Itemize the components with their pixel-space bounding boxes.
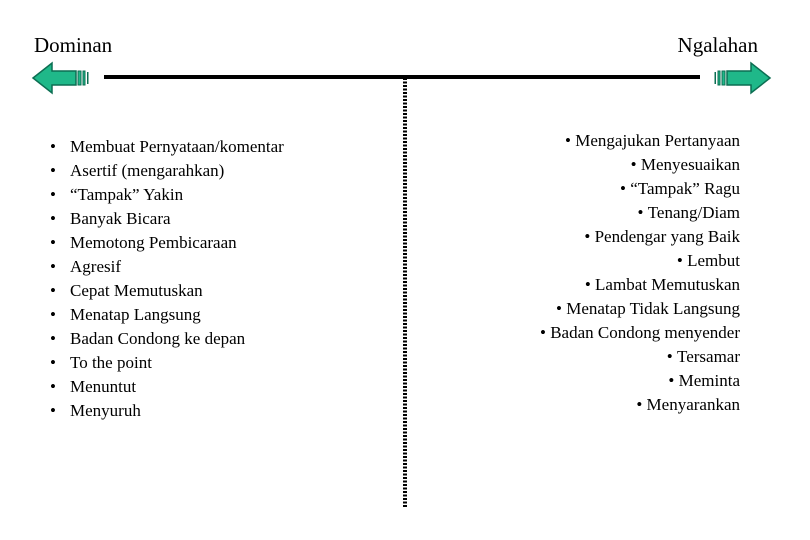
list-item: • Agresif <box>50 255 284 279</box>
arrow-left-icon <box>33 63 89 93</box>
list-item: • “Tampak” Ragu <box>540 177 740 201</box>
list-item: • Memotong Pembicaraan <box>50 231 284 255</box>
list-item: • Menatap Langsung <box>50 303 284 327</box>
list-item: • Tersamar <box>540 345 740 369</box>
list-item: • Menyesuaikan <box>540 153 740 177</box>
heading-dominan: Dominan <box>34 33 113 57</box>
list-item: • Pendengar yang Baik <box>540 225 740 249</box>
heading-ngalahan: Ngalahan <box>677 33 758 57</box>
list-item: • Mengajukan Pertanyaan <box>540 129 740 153</box>
list-item: • Lembut <box>540 249 740 273</box>
list-item: • Menuntut <box>50 375 284 399</box>
list-item: • Lambat Memutuskan <box>540 273 740 297</box>
dominan-traits-list <box>50 135 284 423</box>
list-item: • Asertif (mengarahkan) <box>50 159 284 183</box>
list-item: • To the point <box>50 351 284 375</box>
list-item: • Badan Condong menyender <box>540 321 740 345</box>
list-item: • Menyuruh <box>50 399 284 423</box>
arrow-right-icon <box>715 63 771 93</box>
list-item: • Membuat Pernyataan/komentar <box>50 135 284 159</box>
list-item: • Menyarankan <box>540 393 740 417</box>
list-item: • “Tampak” Yakin <box>50 183 284 207</box>
list-item: • Banyak Bicara <box>50 207 284 231</box>
list-item: • Cepat Memutuskan <box>50 279 284 303</box>
list-item: • Badan Condong ke depan <box>50 327 284 351</box>
list-item: • Tenang/Diam <box>540 201 740 225</box>
list-item: • Meminta <box>540 369 740 393</box>
list-item: • Menatap Tidak Langsung <box>540 297 740 321</box>
ngalahan-traits-list <box>540 129 740 417</box>
